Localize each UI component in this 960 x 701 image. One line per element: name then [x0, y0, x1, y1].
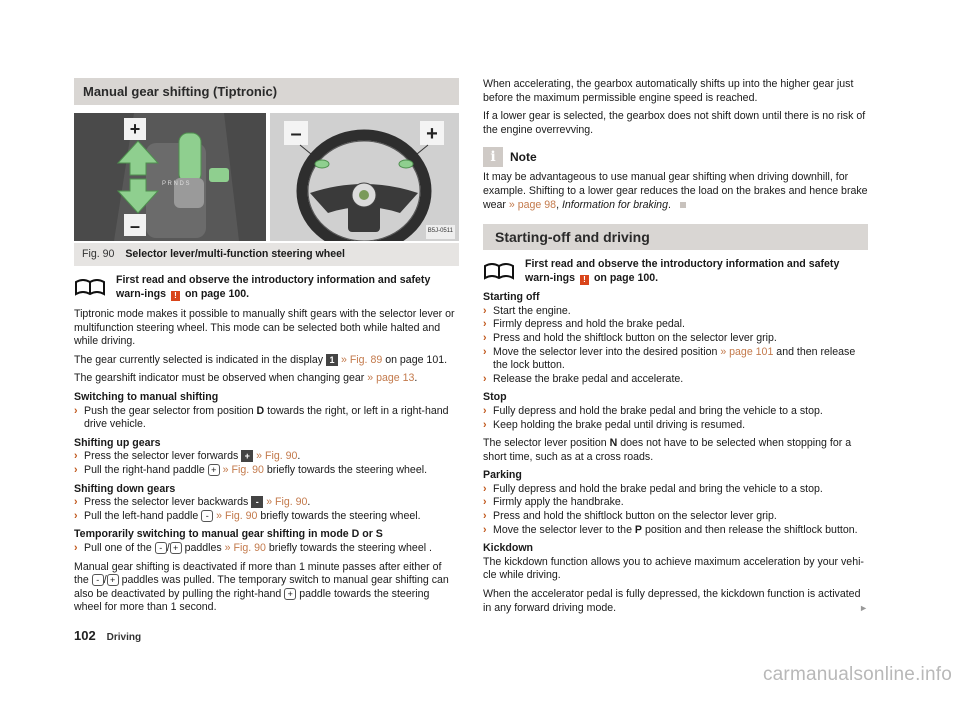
display-text: The gear currently selected is indicated in the display: [74, 353, 324, 366]
separator: /: [103, 574, 107, 587]
step-text: Start the engine.: [493, 304, 571, 317]
step-arrow: ›: [483, 345, 487, 358]
lower-gear-paragraph: If a lower gear is selected, the gearbox does not shift down until there is no risk of the engine overrevving.: [483, 110, 866, 136]
heading-stop: Stop: [483, 391, 507, 404]
display-text-end: on page 101.: [385, 353, 448, 366]
figure-steering-wheel: [270, 113, 459, 241]
minus-paddle-key: -: [92, 574, 104, 586]
fig90-link[interactable]: » Fig. 90: [266, 496, 308, 509]
plus-label: +: [129, 119, 141, 139]
neutral-text: The selector lever position: [483, 437, 607, 450]
step-shift-up-paddle: [74, 464, 459, 478]
note-italic: Information for braking: [561, 198, 668, 211]
step-text: Release the brake pedal and accelerate.: [493, 372, 684, 385]
plus-paddle-key: +: [208, 464, 220, 476]
deactivation-text-a: Manual gear shifting is deactivated if more than 1 minute passes after either of the: [74, 560, 442, 587]
step-arrow: ›: [483, 304, 487, 317]
minus-label: –: [129, 216, 141, 236]
indicator-text-end: .: [414, 372, 418, 385]
selector-lever-illustration: [74, 113, 266, 241]
step-park-1: [483, 483, 868, 497]
page-footer: [74, 629, 141, 645]
note-paragraph: [483, 171, 868, 212]
figure-code: B5J-0511: [426, 225, 455, 239]
step-shift-down-lever: [74, 496, 459, 510]
kickdown-paragraph-2: [483, 588, 868, 615]
safety-note: [74, 274, 459, 302]
steering-wheel-illustration: [270, 113, 459, 241]
deactivation-paragraph: [74, 561, 459, 615]
step-arrow: ›: [74, 509, 78, 522]
section-title-tiptronic: Manual gear shifting (Tiptronic): [74, 78, 459, 105]
display-key: 1: [326, 354, 338, 366]
kickdown-text: When the accelerator pedal is fully depressed, the kickdown function is activated in any forward driving mode.: [483, 588, 861, 614]
plus-key: +: [241, 450, 253, 462]
step-text: Press and hold the shiftlock button on the selector lever grip.: [493, 331, 777, 344]
figure-title: Selector lever/multi-function steering wheel: [125, 248, 345, 260]
step-text: Move the selector lever into the desired position: [493, 345, 718, 358]
step-text-end: briefly towards the steering wheel .: [268, 541, 432, 554]
step-text: Fully depress and hold the brake pedal and bring the vehicle to a stop.: [493, 404, 823, 417]
page101-link[interactable]: » page 101: [720, 345, 774, 358]
safety-note-text: First read and observe the introductory information and safety warn-ings: [116, 274, 431, 300]
separator: /: [166, 541, 170, 554]
step-arrow: ›: [74, 541, 78, 554]
figure-selector-lever: [74, 113, 266, 241]
step-arrow: ›: [483, 418, 487, 431]
paddle-plus-label: +: [426, 123, 438, 145]
step-start-4: [483, 346, 868, 373]
step-arrow: ›: [74, 463, 78, 476]
fig90-link[interactable]: » Fig. 90: [216, 509, 258, 522]
step-text: Fully depress and hold the brake pedal and bring the vehicle to a stop.: [493, 482, 823, 495]
step-arrow: ›: [483, 318, 487, 331]
step-text: Push the gear selector from position: [84, 404, 254, 417]
paddle-minus-label: –: [290, 123, 302, 145]
step-text: Pull one of the: [84, 541, 152, 554]
note-label: Note: [510, 150, 537, 165]
heading-shift-down: Shifting down gears: [74, 482, 176, 495]
gate-label: P R N D S: [162, 181, 190, 187]
step-park-3: [483, 510, 868, 524]
neutral-paragraph: [483, 437, 868, 464]
step-arrow: ›: [74, 450, 78, 463]
step-arrow: ›: [483, 331, 487, 344]
continue-arrow-icon: ►: [859, 602, 868, 613]
heading-parking: Parking: [483, 469, 522, 482]
heading-shift-up: Shifting up gears: [74, 436, 161, 449]
step-text: Pull the right-hand paddle: [84, 463, 205, 476]
safety-note: [483, 258, 868, 286]
deactivation-text-b: paddles was pulled. The temporary switch to manual gear shifting can also be deactivated by pulling the right-hand: [74, 574, 449, 600]
display-paragraph: [74, 354, 459, 368]
minus-paddle-key: -: [201, 510, 213, 522]
note-text: It may be advantageous to use manual gear shifting when driving downhill, for example. Shifting to a lower gear reduces the load on the brakes and hence brake wear: [483, 171, 868, 211]
step-park-4: [483, 524, 868, 538]
heading-temporary: Temporarily switching to manual gear shifting in mode D or S: [74, 528, 383, 541]
figure-number: Fig. 90: [82, 248, 115, 260]
safety-note-page: on page 100.: [593, 271, 659, 284]
step-arrow: ›: [483, 482, 487, 495]
step-start-2: [483, 318, 868, 332]
fig89-link[interactable]: » Fig. 89: [341, 353, 383, 366]
step-start-1: [483, 305, 868, 319]
open-book-icon: [483, 260, 515, 280]
heading-switching: Switching to manual shifting: [74, 390, 219, 403]
position-p: P: [634, 523, 642, 536]
fig90-link[interactable]: » Fig. 90: [256, 450, 298, 463]
neutral-text-end: does not have to be selected when stopping for a short time, such as at a cross roads.: [483, 437, 852, 463]
step-text-end: position and then release the shiftlock button.: [644, 523, 858, 536]
step-switching: [74, 405, 459, 432]
deactivation-text-c: paddle towards the steering wheel for more than 1 second.: [74, 587, 430, 614]
minus-key: -: [251, 496, 263, 508]
step-text: Press the selector lever forwards: [84, 450, 239, 463]
fig90-link[interactable]: » Fig. 90: [222, 463, 264, 476]
step-arrow: ›: [74, 496, 78, 509]
watermark: carmanualsonline.info: [762, 664, 952, 685]
step-text: Press and hold the shiftlock button on the selector lever grip.: [493, 510, 777, 523]
safety-note-page: on page 100.: [184, 287, 250, 300]
step-stop-1: [483, 405, 868, 419]
right-column: [483, 78, 868, 620]
step-arrow: ›: [483, 404, 487, 417]
figure-90: [74, 113, 459, 241]
step-text-mid: paddles: [184, 541, 222, 554]
warning-icon: !: [580, 275, 589, 285]
minus-paddle-key: -: [155, 542, 167, 554]
step-text-end: briefly towards the steering wheel.: [266, 463, 428, 476]
step-text-end: and then release the lock button.: [493, 345, 856, 372]
step-text-end: towards the right, or left in a right-hand drive vehicle.: [84, 404, 449, 431]
safety-note-text: First read and observe the introductory information and safety warn-ings: [525, 258, 840, 284]
step-text: Keep holding the brake pedal until driving is resumed.: [493, 418, 746, 431]
accelerating-paragraph: When accelerating, the gearbox automatically shifts up into the higher gear just before the maximum permissible engine speed is reached.: [483, 78, 854, 104]
figure-caption: [74, 243, 459, 266]
heading-kickdown: Kickdown: [483, 542, 534, 555]
page98-link[interactable]: » page 98: [508, 198, 557, 211]
step-shift-up-lever: [74, 450, 459, 464]
indicator-paragraph: [74, 372, 459, 386]
note-heading: [483, 147, 868, 167]
plus-paddle-key: +: [107, 574, 119, 586]
plus-paddle-key: +: [284, 588, 296, 600]
step-stop-2: [483, 419, 868, 433]
fig90-link[interactable]: » Fig. 90: [224, 541, 266, 554]
step-text: Pull the left-hand paddle: [84, 509, 199, 522]
open-book-icon: [74, 276, 106, 296]
step-temporary: [74, 542, 459, 556]
left-column: [74, 78, 459, 620]
step-arrow: ›: [483, 372, 487, 385]
step-park-2: [483, 496, 868, 510]
section-title-starting: Starting-off and driving: [483, 224, 868, 250]
step-shift-down-paddle: [74, 510, 459, 524]
step-arrow: ›: [483, 510, 487, 523]
step-text-end: briefly towards the steering wheel.: [260, 509, 421, 522]
kickdown-paragraph-1: The kickdown function allows you to achieve maximum acceleration by your vehi-cle while driving.: [483, 555, 864, 582]
info-icon: i: [483, 147, 503, 167]
step-text: Firmly depress and hold the brake pedal.: [493, 318, 685, 331]
step-text: Press the selector lever backwards: [84, 496, 249, 509]
step-text-end: .: [297, 450, 301, 463]
section-end-marker: [680, 202, 686, 208]
page-number: 102: [74, 628, 96, 643]
step-start-5: [483, 373, 868, 387]
footer-section: Driving: [106, 632, 142, 643]
intro-paragraph: Tiptronic mode makes it possible to manually shift gears with the selector lever or multifunction steering wheel. This mode can be selected both while halted and while driving.: [74, 308, 455, 348]
warning-icon: !: [171, 291, 180, 301]
note-text-end: .: [667, 198, 671, 211]
step-start-3: [483, 332, 868, 346]
plus-paddle-key: +: [170, 542, 182, 554]
heading-starting-off: Starting off: [483, 291, 540, 304]
position-n: N: [609, 437, 618, 450]
step-text: Move the selector lever to the: [493, 523, 632, 536]
step-text: Firmly apply the handbrake.: [493, 496, 624, 509]
step-arrow: ›: [74, 404, 78, 417]
indicator-text: The gearshift indicator must be observed when changing gear: [74, 372, 365, 385]
step-arrow: ›: [483, 523, 487, 536]
page13-link[interactable]: » page 13: [367, 372, 415, 385]
position-d: D: [256, 404, 265, 417]
note-separator: ,: [556, 198, 560, 211]
step-text-end: .: [307, 496, 311, 509]
step-arrow: ›: [483, 496, 487, 509]
